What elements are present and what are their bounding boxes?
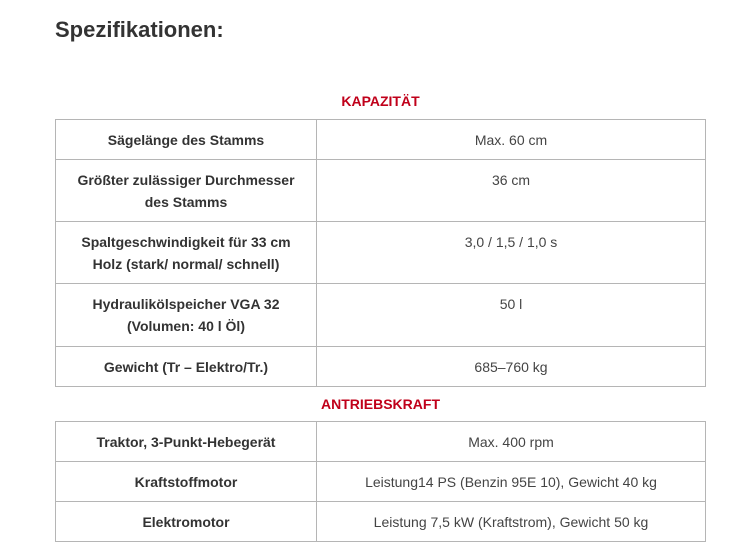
row-label: Kraftstoffmotor [56, 462, 317, 502]
capacity-table [55, 119, 706, 387]
table-row [56, 284, 706, 347]
row-label: Hydraulikölspeicher VGA 32 (Volumen: 40 l Öl) [56, 284, 317, 347]
row-value: Max. 60 cm [317, 120, 706, 160]
row-label: Größter zulässiger Durchmesser des Stamms [56, 160, 317, 222]
row-value: 50 l [317, 284, 706, 347]
table-row [56, 347, 706, 387]
row-label: Sägelänge des Stamms [56, 120, 317, 160]
row-value: 685–760 kg [317, 347, 706, 387]
section-heading-capacity: KAPAZITÄT [341, 93, 420, 109]
table-row [56, 222, 706, 284]
row-value: 36 cm [317, 160, 706, 222]
table-row [56, 462, 706, 502]
row-label: Gewicht (Tr – Elektro/Tr.) [56, 347, 317, 387]
table-row [56, 422, 706, 462]
row-value: Leistung 7,5 kW (Kraftstrom), Gewicht 50 kg [317, 502, 706, 542]
table-row [56, 502, 706, 542]
section-heading-drive-power: ANTRIEBSKRAFT [321, 396, 440, 412]
row-label: Traktor, 3-Punkt-Hebegerät [56, 422, 317, 462]
row-value: Leistung14 PS (Benzin 95E 10), Gewicht 40 kg [317, 462, 706, 502]
table-row [56, 160, 706, 222]
table-row [56, 120, 706, 160]
row-label: Spaltgeschwindigkeit für 33 cm Holz (stark/ normal/ schnell) [56, 222, 317, 284]
row-value: 3,0 / 1,5 / 1,0 s [317, 222, 706, 284]
row-value: Max. 400 rpm [317, 422, 706, 462]
drive-power-table [55, 421, 706, 542]
row-label: Elektromotor [56, 502, 317, 542]
page-title: Spezifikationen: [55, 17, 224, 42]
